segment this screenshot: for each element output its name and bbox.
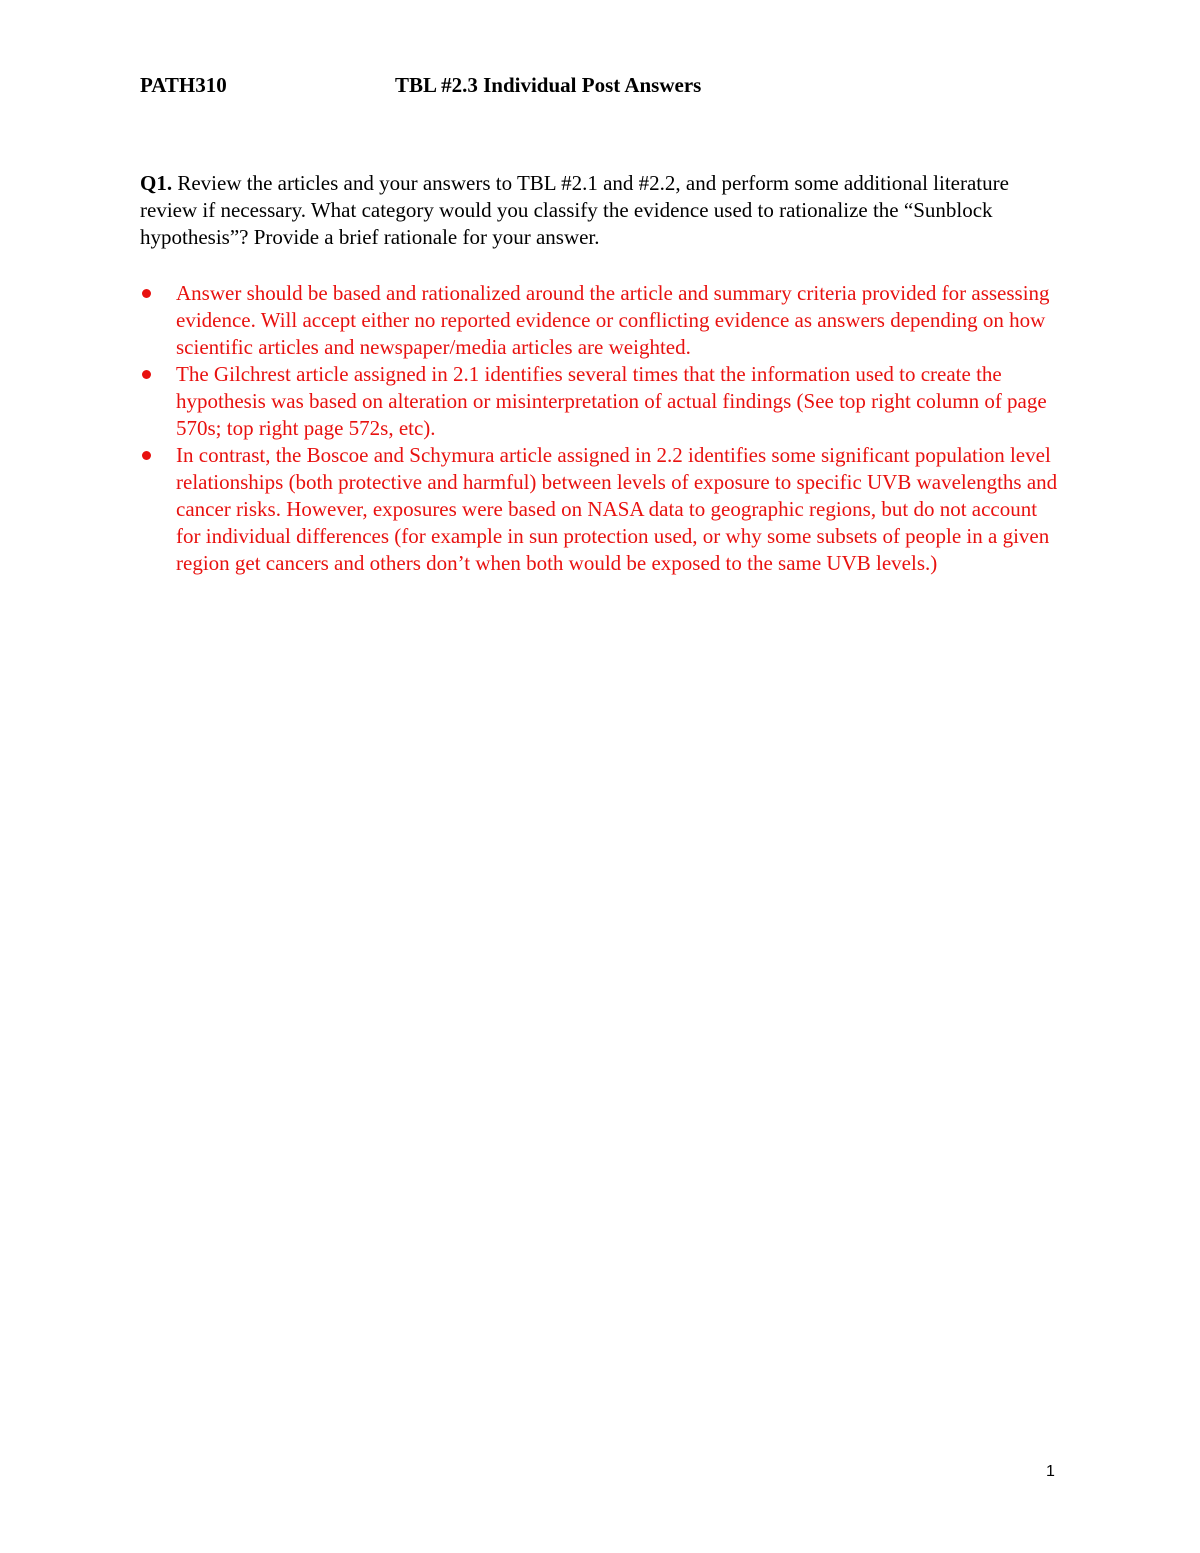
- answer-text: In contrast, the Boscoe and Schymura article assigned in 2.2 identifies some significant population level relationships (both protective and harmful) between levels of exposure to specific UVB wavelengths and cancer risks. However, exposures were based on NASA data to geographic regions, but do not account for individual differences (for example in sun protection used, or why some subsets of people in a given region get cancers and others don’t when both would be exposed to the same UVB levels.): [176, 443, 1058, 575]
- question-text: Review the articles and your answers to TBL #2.1 and #2.2, and perform some additional literature review if necessary. What category would you classify the evidence used to rationalize the “Sunblock hypothesis”? Provide a brief rationale for your answer.: [140, 171, 1009, 249]
- bullet-dot-icon: [142, 451, 151, 460]
- document-title: TBL #2.3 Individual Post Answers: [395, 73, 702, 97]
- answer-text: Answer should be based and rationalized around the article and summary criteria provided for assessing evidence. Will accept either no reported evidence or conflicting evidence as answers depending on how scientific articles and newspaper/media articles are weighted.: [176, 281, 1050, 359]
- answer-item: [140, 361, 1065, 442]
- question-q1: [140, 170, 1065, 251]
- answer-list: [140, 280, 1065, 577]
- bullet-dot-icon: [142, 289, 151, 298]
- answer-item: [140, 280, 1065, 361]
- course-code: PATH310: [140, 73, 227, 97]
- answer-item: [140, 442, 1065, 577]
- question-label: Q1.: [140, 171, 173, 195]
- bullet-dot-icon: [142, 370, 151, 379]
- page-number: 1: [1046, 1463, 1055, 1480]
- answer-text: The Gilchrest article assigned in 2.1 identifies several times that the information used to create the hypothesis was based on alteration or misinterpretation of actual findings (See top right column of page 570s; top right page 572s, etc).: [176, 362, 1047, 440]
